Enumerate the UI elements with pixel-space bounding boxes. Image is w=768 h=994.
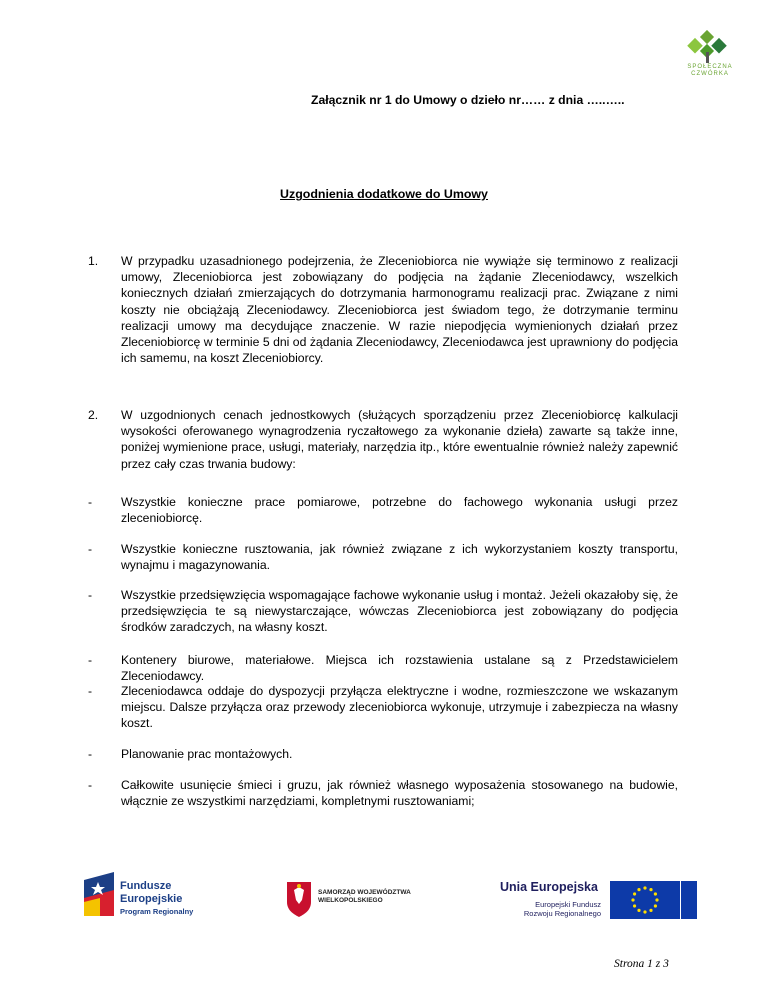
bullet-text: Kontenery biurowe, materiałowe. Miejsca ich rozstawienia ustalane są z Przedstawicielem Zleceniodawcy. [121, 653, 678, 684]
item-number: 1. [88, 254, 99, 268]
ue-title: Unia Europejska [500, 880, 598, 894]
bullet-marker: - [88, 653, 93, 667]
bullet-marker: - [88, 542, 93, 556]
bullet-marker: - [88, 684, 93, 698]
section-heading: Uzgodnienia dodatkowe do Umowy [280, 187, 488, 201]
bullet-text: Całkowite usunięcie śmieci i gruzu, jak również własnego wyposażenia stosowanego na budowie, włącznie ze wszystkimi narzędziami, kompletnymi rusztowaniami; [121, 778, 678, 809]
logo-text: SPOŁECZNA CZWÓRKA [687, 64, 733, 77]
bullet-marker: - [88, 747, 93, 761]
ue-subtitle: Europejski Fundusz Rozwoju Regionalnego [523, 900, 601, 918]
fe-title: Fundusze Europejskie [120, 880, 183, 905]
spoleczna-czworka-logo [680, 30, 740, 86]
bullet-text: Wszystkie konieczne prace pomiarowe, potrzebne do fachowego wykonania usługi przez zleceniobiorcę. [121, 495, 678, 526]
unia-europejska-logo [500, 878, 700, 922]
item-number: 2. [88, 408, 99, 422]
fundusze-europejskie-logo [80, 872, 210, 922]
tree-logo-icon [680, 30, 740, 64]
bullet-text: Wszystkie przedsięwzięcia wspomagające fachowe wykonanie usług i montaż. Jeżeli okazałoby się, że przedsięwzięcia te są niewystarczające, wówczas Zleceniobiorca jest zobowiązany do podjęcia środków zaradczych, na własny koszt. [121, 588, 678, 635]
samorzad-text: SAMORZĄD WOJEWÓDZTWA WIELKOPOLSKIEGO [318, 889, 411, 904]
annex-title: Załącznik nr 1 do Umowy o dzieło nr…… z dnia …..….. [311, 93, 625, 107]
fe-star-icon [80, 872, 116, 916]
bullet-marker: - [88, 588, 93, 602]
eu-flag-icon [610, 881, 680, 919]
bullet-marker: - [88, 778, 93, 792]
coat-of-arms-icon [285, 880, 313, 918]
bullet-text: Planowanie prac montażowych. [121, 747, 293, 761]
fe-subtitle: Program Regionalny [120, 907, 194, 916]
page-number: Strona 1 z 3 [614, 958, 669, 970]
bullet-marker: - [88, 495, 93, 509]
bullet-text: Wszystkie konieczne rusztowania, jak również związane z ich wykorzystaniem koszty transportu, wynajmu i magazynowania. [121, 542, 678, 573]
bullet-text: Zleceniodawca oddaje do dyspozycji przyłącza elektryczne i wodne, rozmieszczone we wskazanym miejscu. Dalsze przyłącza oraz przewody zleceniobiorca wykonuje, utrzymuje i zabezpiecza na własny koszt. [121, 684, 678, 731]
item-text: W uzgodnionych cenach jednostkowych (służących sporządzeniu przez Zleceniobiorcę kalkulacji wysokości oferowanego wynagrodzenia ryczałtowego za wykonanie dzieła) zawarte są także inne, poniżej wymienione prace, usługi, materiały, narzędzia itp., które ewentualnie również należy zapewnić przez cały czas trwania budowy: [121, 408, 678, 471]
eu-flag-edge [681, 881, 697, 919]
item-text: W przypadku uzasadnionego podejrzenia, że Zleceniobiorca nie wywiąże się terminowo z realizacji umowy, Zleceniobiorca jest zobowiązany do podjęcia na żądanie Zleceniodawcy, wszelkich koniecznych działań zmierzających do dotrzymania harmonogramu realizacji prac. Związane z nimi koszty nie obciążają Zleceniodawcy. Zleceniobiorca jest świadom tego, że dotrzymanie terminu realizacji umowy ma decydujące znaczenie. W razie niepodjęcia wymienionych działań przez Zleceniobiorcę w terminie 5 dni od żądania Zleceniodawcy, Zleceniodawca jest uprawniony do podjęcia ich samemu, na koszt Zleceniobiorcy. [121, 254, 678, 366]
samorzad-logo [285, 880, 435, 920]
